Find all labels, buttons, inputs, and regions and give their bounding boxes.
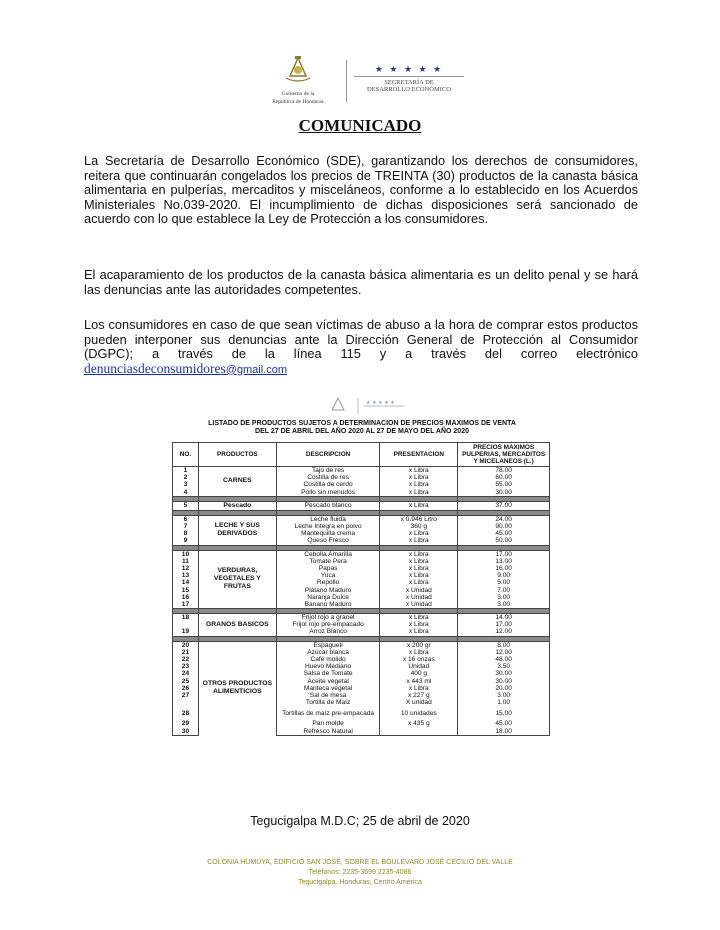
cell-no: 26 (173, 685, 199, 692)
cell-descripcion: Mantequilla crema (276, 530, 380, 537)
cell-descripcion: Huevo Mediano (276, 663, 380, 670)
cell-precio: 30.00 (458, 678, 550, 685)
cell-precio: 17.00 (458, 621, 550, 628)
cell-presentacion: x Libra (380, 614, 458, 622)
cell-precio: 5.00 (458, 579, 550, 586)
cell-descripcion: Aceite vegetal (276, 678, 380, 685)
cell-no: 5 (173, 501, 199, 510)
footer-phones: Teléfonos: 2235-3699 2235-4086 (308, 869, 412, 876)
svg-text:★ ★ ★ ★ ★: ★ ★ ★ ★ ★ (366, 400, 395, 406)
sde-line-1: SECRETARÍA DE (384, 79, 434, 86)
cell-presentacion: x Libra (380, 537, 458, 545)
sde-rule (354, 76, 464, 77)
cell-presentacion: x Libra (380, 572, 458, 579)
cell-precio: 16.00 (458, 565, 550, 572)
table-row (173, 614, 550, 622)
cell-presentacion (380, 727, 458, 735)
page-title: COMUNICADO (298, 116, 422, 135)
cell-no: 8 (173, 530, 199, 537)
cell-presentacion: x Libra (380, 467, 458, 475)
cell-presentacion: x Unidad (380, 601, 458, 609)
cell-precio: 3.00 (458, 692, 550, 699)
col-presentacion: PRESENTACION (380, 443, 458, 467)
cell-presentacion: x Unidad (380, 586, 458, 593)
table-title-line-1: LISTADO DE PRODUCTOS SUJETOS A DETERMINACION DE PRECIOS MAXIMOS DE VENTA (208, 420, 516, 427)
cell-descripcion: Costilla de res (276, 474, 380, 481)
cell-precio: 30.00 (458, 489, 550, 497)
email-user: denunciasdeconsumidores (84, 360, 226, 376)
cell-no: 4 (173, 489, 199, 497)
cell-precio: 50.00 (458, 537, 550, 545)
footer (0, 858, 720, 888)
cell-no: 1 (173, 467, 199, 475)
divider (346, 60, 347, 102)
footer-address: COLONIA HUMUYA, EDIFICIO SAN JOSÉ, SOBRE EL BOULEVARD JOSÉ CECILIO DEL VALLE (207, 859, 513, 866)
stars-icon: ★ ★ ★ ★ ★ (374, 64, 444, 74)
cell-precio: 45.00 (458, 530, 550, 537)
cell-no: 12 (173, 565, 199, 572)
col-precios: PRECIOS MAXIMOS PULPERIAS, MERCADITOS Y MICELANEOS (L.) (458, 443, 550, 467)
cell-precio: 9.00 (458, 572, 550, 579)
cell-precio: 24.00 (458, 515, 550, 523)
signoff: Tegucigalpa M.D.C; 25 de abril de 2020 (250, 814, 470, 828)
cell-precio: 15.00 (458, 706, 550, 720)
cell-no: 30 (173, 727, 199, 735)
cell-no: 10 (173, 550, 199, 558)
cell-no: 14 (173, 579, 199, 586)
cell-presentacion: 360 g (380, 523, 458, 530)
cell-descripcion: Arroz Blanco (276, 628, 380, 636)
cell-no: 11 (173, 558, 199, 565)
cell-precio: 14.00 (458, 614, 550, 622)
col-no: NO. (173, 443, 199, 467)
cell-precio: 7.00 (458, 586, 550, 593)
cell-precio: 13.00 (458, 558, 550, 565)
cell-descripcion: Salsa de Tomate (276, 670, 380, 677)
cell-presentacion: x Libra (380, 649, 458, 656)
cell-no: 24 (173, 670, 199, 677)
cell-descripcion: Queso Fresco (276, 537, 380, 545)
cell-category: LECHE Y SUS DERIVADOS (198, 515, 276, 545)
cell-presentacion: x 0.946 Litro (380, 515, 458, 523)
cell-no (173, 621, 199, 628)
cell-precio: 90.00 (458, 523, 550, 530)
email-domain: @gmail.com (225, 363, 288, 376)
cell-category: OTROS PRODUCTOS ALIMENTICIOS (198, 641, 276, 735)
cell-no: 28 (173, 706, 199, 720)
cell-precio: 17.00 (458, 550, 550, 558)
cell-no: 18 (173, 614, 199, 622)
cell-presentacion: x Libra (380, 628, 458, 636)
table-row (173, 501, 550, 510)
cell-precio: 3.00 (458, 594, 550, 601)
cell-descripcion: Papas (276, 565, 380, 572)
cell-descripcion: Costilla de cerdo (276, 481, 380, 488)
cell-descripcion: Tortilla de Maíz (276, 699, 380, 706)
cell-descripcion: Naranja Dulce (276, 594, 380, 601)
cell-category: VERDURAS, VEGETALES Y FRUTAS (198, 550, 276, 609)
cell-no (173, 699, 199, 706)
cell-presentacion: x Libra (380, 501, 458, 510)
table-title-line-2: DEL 27 DE ABRIL DEL AÑO 2020 AL 27 DE MAYO DEL AÑO 2020 (255, 428, 469, 435)
paragraph-3-text: Los consumidores en caso de que sean víctimas de abuso a la hora de comprar estos productos pueden interponer sus denuncias ante la Dirección General de Protección al Consumidor (DGPC); a través de la línea 115 y a través del correo electrónico (84, 317, 638, 362)
cell-no: 29 (173, 720, 199, 727)
cell-precio: 12.00 (458, 628, 550, 636)
cell-precio: 12.00 (458, 649, 550, 656)
cell-no: 16 (173, 594, 199, 601)
cell-descripcion: Refresco Natural (276, 727, 380, 735)
cell-presentacion: x 443 ml (380, 678, 458, 685)
cell-descripcion: Banano Maduro (276, 601, 380, 609)
cell-presentacion: x Libra (380, 530, 458, 537)
cell-presentacion: x Libra (380, 565, 458, 572)
cell-precio: 30.00 (458, 670, 550, 677)
cell-no: 23 (173, 663, 199, 670)
cell-presentacion: x Libra (380, 489, 458, 497)
cell-presentacion: X unidad (380, 699, 458, 706)
price-table (172, 442, 550, 736)
cell-no: 15 (173, 586, 199, 593)
table-body (173, 467, 550, 736)
cell-descripcion: Leche Integra en polvo (276, 523, 380, 530)
table-row (173, 467, 550, 475)
cell-presentacion: x 435 g (380, 720, 458, 727)
cell-presentacion: x 16 onzas (380, 656, 458, 663)
sde-line-2: DESARROLLO ECONÓMICO (367, 86, 451, 93)
cell-presentacion: x Libra (380, 579, 458, 586)
cell-presentacion: Unidad (380, 663, 458, 670)
cell-no: 27 (173, 692, 199, 699)
cell-descripcion: Leche fluida (276, 515, 380, 523)
col-productos: PRODUCTOS (198, 443, 276, 467)
paragraph-1: La Secretaría de Desarrollo Económico (SDE), garantizando los derechos de consumidores, reitera que continuarán congelados los precios de TREINTA (30) productos de la canasta básica alimentaria en pulperías, mercaditos y misceláneos, conforme a lo establecido en los Acuerdos Ministeriales No.039-2020. El incumplimiento de dichas disposiciones será sancionado de acuerdo con lo que establece la Ley de Protección a los consumidores. (84, 153, 638, 227)
col-descripcion: DESCRIPCION (276, 443, 380, 467)
cell-no: 25 (173, 678, 199, 685)
cell-presentacion: x Libra (380, 550, 458, 558)
cell-descripcion: Frijol rojo pre-empacado (276, 621, 380, 628)
cell-category: CARNES (198, 467, 276, 497)
table-title (172, 420, 552, 436)
cell-descripcion: Pan molde (276, 720, 380, 727)
cell-descripcion: Frijol rojo a granel (276, 614, 380, 622)
cell-precio: 20.00 (458, 685, 550, 692)
paragraph-3 (84, 318, 638, 377)
cell-descripcion: Pescado blanco (276, 501, 380, 510)
cell-no: 20 (173, 641, 199, 649)
cell-precio: 45.00 (458, 720, 550, 727)
cell-precio: 3.00 (458, 601, 550, 609)
cell-category: Pescado (198, 501, 276, 510)
cell-descripcion: Pollo sin menudos (276, 489, 380, 497)
cell-precio: 18.00 (458, 727, 550, 735)
cell-precio: 8.00 (458, 641, 550, 649)
letterhead (258, 56, 468, 106)
cell-presentacion: x Libra (380, 685, 458, 692)
cell-no: 9 (173, 537, 199, 545)
cell-no: 2 (173, 474, 199, 481)
cell-descripcion: Yuca (276, 572, 380, 579)
cell-presentacion: x Unidad (380, 594, 458, 601)
table-logo (318, 396, 408, 416)
cell-precio: 3.50 (458, 663, 550, 670)
cell-presentacion: 400 g (380, 670, 458, 677)
cell-descripcion: Café molido (276, 656, 380, 663)
cell-precio: 1.00 (458, 699, 550, 706)
cell-precio: 60.00 (458, 474, 550, 481)
cell-descripcion: Azúcar blanca (276, 649, 380, 656)
coat-of-arms-icon (281, 56, 315, 84)
table-header-row (173, 443, 550, 467)
cell-descripcion: Plátano Maduro (276, 586, 380, 593)
cell-no: 19 (173, 628, 199, 636)
gov-crest (258, 56, 338, 105)
footer-city: Tegucigalpa. Honduras, Centro América (298, 879, 422, 886)
cell-presentacion: x Libra (380, 474, 458, 481)
cell-presentacion: x Libra (380, 558, 458, 565)
cell-presentacion: x Libra (380, 481, 458, 488)
sde-logo (354, 64, 464, 93)
cell-no: 6 (173, 515, 199, 523)
email-link[interactable] (84, 361, 287, 376)
cell-presentacion: x 227 g (380, 692, 458, 699)
cell-precio: 48.00 (458, 656, 550, 663)
table-row (173, 550, 550, 558)
cell-descripcion: Tomate Pera (276, 558, 380, 565)
cell-descripcion: Cebolla Amarilla (276, 550, 380, 558)
cell-descripcion: Manteca vegetal (276, 685, 380, 692)
cell-presentacion: x Libra (380, 621, 458, 628)
cell-precio: 78.00 (458, 467, 550, 475)
gov-line-2: República de Honduras (272, 99, 324, 105)
table-row (173, 515, 550, 523)
cell-presentacion: x 200 gr (380, 641, 458, 649)
cell-descripcion: Tortillas de maíz pre-empacada (276, 706, 380, 720)
table-row (173, 641, 550, 649)
cell-no: 17 (173, 601, 199, 609)
cell-no: 3 (173, 481, 199, 488)
cell-descripcion: Sal de mesa (276, 692, 380, 699)
cell-descripcion: Espagueti (276, 641, 380, 649)
cell-category: GRANOS BASICOS (198, 614, 276, 637)
cell-no: 13 (173, 572, 199, 579)
cell-no: 21 (173, 649, 199, 656)
cell-no: 22 (173, 656, 199, 663)
cell-presentacion: 10 unidades (380, 706, 458, 720)
cell-precio: 37.00 (458, 501, 550, 510)
gov-line-1: Gobierno de la (281, 91, 315, 97)
cell-no: 7 (173, 523, 199, 530)
cell-descripcion: Tajo de res (276, 467, 380, 475)
paragraph-2: El acaparamiento de los productos de la canasta básica alimentaria es un delito penal y se hará las denuncias ante las autoridades competentes. (84, 267, 638, 297)
cell-precio: 55.00 (458, 481, 550, 488)
small-crest-icon (318, 396, 408, 416)
cell-descripcion: Repollo (276, 579, 380, 586)
